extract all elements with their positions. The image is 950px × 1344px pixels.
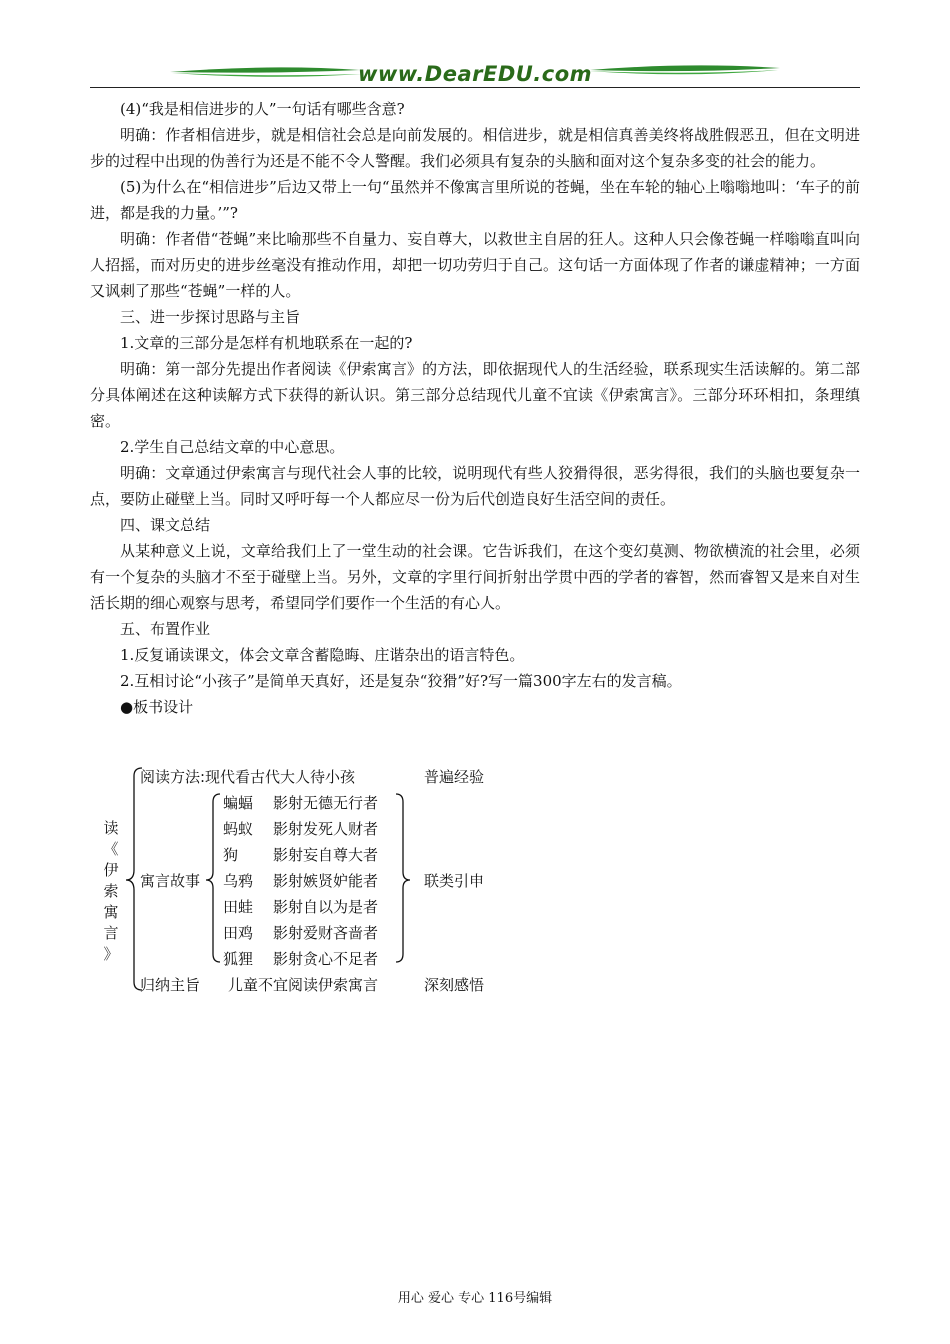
section-heading: 五、布置作业: [120, 620, 211, 638]
diagram-fables-label: 寓言故事: [140, 872, 201, 890]
diagram-animal: 乌鸦: [223, 872, 254, 890]
diagram-meaning: 影射发死人财者: [273, 820, 379, 838]
board-design-diagram: [90, 760, 610, 1000]
section-heading: 四、课文总结: [120, 516, 211, 534]
inner-left-brace: [206, 794, 220, 962]
diagram-meaning: 影射爱财吝啬者: [273, 924, 379, 942]
paragraph: (5)为什么在“相信进步”后边又带上一句“虽然并不像寓言里所说的苍蝇，坐在车轮的轴心上嗡嗡地叫：‘车子的前进，都是我的力量。’”?: [90, 178, 860, 222]
site-logo-text[interactable]: www.DearEDU.com: [357, 62, 593, 86]
paragraph: 明确：作者借“苍蝇”来比喻那些不自量力、妄自尊大，以救世主自居的狂人。这种人只会像苍蝇一样嗡嗡直叫向人招摇，而对历史的进步丝毫没有推动作用，却把一切功劳归于自己。这句话一方面体现了作者的谦虚精神；一方面又讽刺了那些“苍蝇”一样的人。: [90, 230, 860, 300]
diagram-title-char: 寓: [103, 903, 119, 921]
diagram-title-char: 读: [103, 819, 119, 837]
diagram-animal: 蚂蚁: [223, 820, 254, 838]
paragraph: 1.文章的三部分是怎样有机地联系在一起的?: [120, 334, 413, 352]
diagram-summary-content: 儿童不宜阅读伊索寓言: [228, 976, 379, 994]
diagram-meaning: 影射无德无行者: [273, 794, 379, 812]
diagram-note-common-experience: 普遍经验: [424, 768, 485, 786]
paragraph: (4)“我是相信进步的人”一句话有哪些含意?: [120, 100, 405, 118]
diagram-note-insight: 深刻感悟: [424, 976, 485, 994]
paragraph: 明确：文章通过伊索寓言与现代社会人事的比较，说明现代有些人狡猾得很，恶劣得很，我们的头脑也要复杂一点，要防止碰壁上当。同时又呼吁每一个人都应尽一份为后代创造良好生活空间的责任。: [90, 464, 860, 508]
paragraph: 明确：作者相信进步，就是相信社会总是向前发展的。相信进步，就是相信真善美终将战胜假恶丑，但在文明进步的过程中出现的伪善行为还是不能不令人警醒。我们必须具有复杂的头脑和面对这个复杂多变的社会的能力。: [90, 126, 860, 170]
diagram-meaning: 影射妄自尊大者: [273, 846, 379, 864]
paragraph: 1.反复诵读课文，体会文章含蓄隐晦、庄谐杂出的语言特色。: [120, 646, 525, 664]
section-heading: ●板书设计: [120, 698, 194, 716]
diagram-title-char: 》: [103, 945, 119, 963]
section-heading: 三、进一步探讨思路与主旨: [120, 308, 301, 326]
diagram-title-char: 索: [103, 882, 119, 900]
diagram-animal: 狐狸: [223, 950, 254, 968]
paragraph: 2.学生自己总结文章的中心意思。: [120, 438, 345, 456]
header-rule: [90, 87, 860, 88]
diagram-summary-label: 归纳主旨: [140, 976, 201, 994]
diagram-animal: 蝙蝠: [223, 794, 254, 812]
diagram-title-char: 《: [103, 840, 119, 858]
diagram-animal: 田鸡: [223, 924, 254, 942]
diagram-note-analogy: 联类引申: [424, 872, 485, 890]
diagram-reading-method: 阅读方法:现代看古代大人待小孩: [140, 768, 356, 786]
diagram-title-char: 伊: [103, 861, 119, 879]
paragraph: 从某种意义上说，文章给我们上了一堂生动的社会课。它告诉我们，在这个变幻莫测、物欲横流的社会里，必须有一个复杂的头脑才不至于碰壁上当。另外，文章的字里行间折射出学贯中西的学者的睿智，然而睿智又是来自对生活长期的细心观察与思考，希望同学们要作一个生活的有心人。: [90, 542, 860, 612]
page-footer: 用心 爱心 专心 116号编辑: [397, 1291, 553, 1306]
diagram-animal: 狗: [223, 846, 239, 864]
site-header: [90, 60, 860, 90]
diagram-meaning: 影射贪心不足者: [273, 950, 379, 968]
diagram-title-char: 言: [103, 924, 119, 942]
diagram-meaning: 影射嫉贤妒能者: [273, 872, 379, 890]
inner-right-brace: [396, 794, 410, 962]
paragraph: 2.互相讨论“小孩子”是简单天真好，还是复杂“狡猾”好?写一篇300字左右的发言稿。: [120, 672, 682, 690]
diagram-meaning: 影射自以为是者: [273, 898, 379, 916]
paragraph: 明确：第一部分先提出作者阅读《伊索寓言》的方法，即依据现代人的生活经验，联系现实生活读解的。第二部分具体阐述在这种读解方式下获得的新认识。第三部分总结现代儿童不宜读《伊索寓言》。三部分环环相扣，条理缜密。: [90, 360, 860, 430]
diagram-animal: 田蛙: [223, 898, 254, 916]
document-body: [90, 96, 860, 720]
